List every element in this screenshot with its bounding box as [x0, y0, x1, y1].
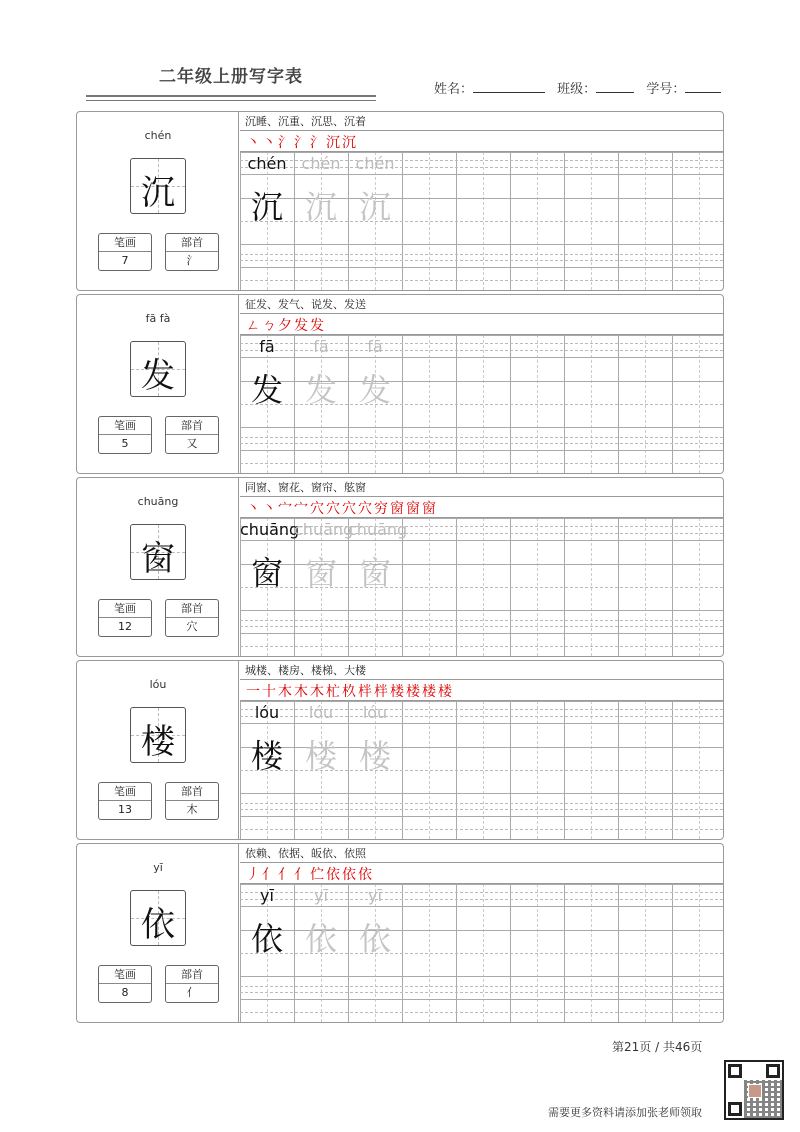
- radical-box: [165, 599, 219, 637]
- grid-row-line: [240, 152, 723, 153]
- stroke-order: [240, 131, 723, 152]
- stroke-step: 亻: [278, 867, 292, 883]
- title-underline: [86, 95, 376, 97]
- stroke-step: 发: [310, 318, 324, 334]
- grid-dash-line: [240, 809, 723, 810]
- stroke-step: 发: [294, 318, 308, 334]
- qr-avatar: [748, 1084, 762, 1098]
- stroke-step: 楼: [390, 684, 404, 700]
- grid-pinyin-trace: lóu: [308, 703, 334, 722]
- stroke-count-box: [98, 782, 152, 820]
- qr-finder: [728, 1064, 742, 1078]
- grid-row-line: [240, 701, 723, 702]
- stroke-step: 宀: [278, 501, 292, 517]
- grid-dash-line: [240, 463, 723, 464]
- pinyin: yī: [153, 861, 163, 874]
- grid-dash-line: [240, 1012, 723, 1013]
- grid-dash-line: [240, 437, 723, 438]
- stroke-step: 穴: [358, 501, 372, 517]
- stroke-count: 5: [121, 437, 129, 450]
- grid-row-line: [240, 450, 723, 451]
- stroke-step: 窗: [422, 501, 436, 517]
- stroke-step: ㄅ: [262, 318, 276, 334]
- word-list: 沉睡、沉重、沉思、沉着: [240, 112, 723, 131]
- word-list: 征发、发气、说发、发送: [240, 295, 723, 314]
- character: 依: [141, 905, 175, 945]
- class-label: 班级：: [557, 82, 597, 97]
- radical-label: 部首: [166, 783, 218, 801]
- stroke-step: 依: [326, 867, 340, 883]
- grid-row-line: [240, 244, 723, 245]
- stroke-step: 沉: [342, 135, 356, 151]
- grid-pinyin: chén: [247, 154, 287, 173]
- grid-dash-line: [240, 992, 723, 993]
- practice-area: [240, 844, 723, 1022]
- grid-dash-line: [240, 986, 723, 987]
- stroke-count-label: 笔画: [99, 234, 151, 252]
- stroke-step: 木: [278, 684, 292, 700]
- name-blank[interactable]: [473, 81, 545, 93]
- character-box: [130, 890, 186, 946]
- character-card: [76, 843, 724, 1023]
- word-list: 依赖、依据、皈依、依照: [240, 844, 723, 863]
- practice-grid[interactable]: [240, 335, 723, 473]
- grid-char-trace: 窗: [358, 554, 391, 592]
- stroke-step: 杧: [326, 684, 340, 700]
- stroke-step: 氵: [310, 135, 324, 151]
- qr-code[interactable]: [724, 1060, 784, 1120]
- stroke-step: 夕: [278, 318, 292, 334]
- grid-char: 沉: [250, 188, 283, 226]
- stroke-step: 楼: [422, 684, 436, 700]
- character: 发: [141, 356, 175, 396]
- stroke-step: 穴: [310, 501, 324, 517]
- radical-label: 部首: [166, 417, 218, 435]
- character-box: [130, 158, 186, 214]
- grid-dash-line: [240, 829, 723, 830]
- radical-label: 部首: [166, 966, 218, 984]
- grid-char-trace: 楼: [304, 737, 337, 775]
- grid-row-line: [240, 999, 723, 1000]
- grid-dash-line: [240, 254, 723, 255]
- stroke-step: 亻: [262, 867, 276, 883]
- stroke-step: 沉: [326, 135, 340, 151]
- pinyin: lóu: [149, 678, 167, 691]
- stroke-step: 一: [246, 684, 260, 700]
- stroke-step: 杦: [342, 684, 356, 700]
- grid-row-line: [240, 540, 723, 541]
- grid-row-line: [240, 723, 723, 724]
- stroke-step: 依: [342, 867, 356, 883]
- grid-pinyin: lóu: [254, 703, 280, 722]
- grid-pinyin-trace: chuāng: [348, 520, 408, 539]
- character-card: [76, 294, 724, 474]
- practice-grid[interactable]: [240, 701, 723, 839]
- stroke-count: 12: [118, 620, 132, 633]
- radical-label: 部首: [166, 234, 218, 252]
- stroke-step: ㄥ: [246, 318, 260, 334]
- grid-row-line: [240, 174, 723, 175]
- stroke-step: 穷: [374, 501, 388, 517]
- grid-row-line: [240, 976, 723, 977]
- grid-row-line: [240, 427, 723, 428]
- stroke-step: 窗: [390, 501, 404, 517]
- stroke-step: 穴: [326, 501, 340, 517]
- stroke-count-label: 笔画: [99, 783, 151, 801]
- radical: 亻: [186, 986, 198, 999]
- character-info: [77, 295, 239, 473]
- radical-box: [165, 782, 219, 820]
- radical: 木: [186, 803, 198, 816]
- footer-note: 需要更多资料请添加张老师领取: [548, 1106, 702, 1119]
- stroke-step: 伫: [310, 867, 324, 883]
- stroke-count-label: 笔画: [99, 417, 151, 435]
- stroke-step: 丶: [246, 135, 260, 151]
- grid-dash-line: [240, 626, 723, 627]
- stroke-step: 木: [294, 684, 308, 700]
- page-number: 第21页 / 共46页: [612, 1040, 703, 1054]
- character-box: [130, 707, 186, 763]
- practice-grid[interactable]: [240, 518, 723, 656]
- qr-finder: [728, 1102, 742, 1116]
- grid-pinyin: chuāng: [240, 520, 300, 539]
- stroke-order: [240, 680, 723, 701]
- practice-area: [240, 478, 723, 656]
- grid-char-trace: 发: [304, 371, 337, 409]
- character-info: [77, 661, 239, 839]
- radical-box: [165, 416, 219, 454]
- stroke-step: 窗: [406, 501, 420, 517]
- pinyin: chén: [144, 129, 172, 142]
- grid-row-line: [240, 610, 723, 611]
- word-list: 同窗、窗花、窗帘、舷窗: [240, 478, 723, 497]
- title-block: [86, 62, 376, 101]
- title-underline-thin: [86, 100, 376, 101]
- practice-grid[interactable]: [240, 884, 723, 1022]
- grid-pinyin-trace: yī: [314, 886, 328, 905]
- practice-area: [240, 661, 723, 839]
- practice-area: [240, 112, 723, 290]
- stroke-count: 7: [121, 254, 129, 267]
- stroke-count: 13: [118, 803, 132, 816]
- grid-char-trace: 楼: [358, 737, 391, 775]
- grid-pinyin-trace: yī: [368, 886, 382, 905]
- qr-finder: [766, 1064, 780, 1078]
- stroke-step: 丶: [262, 135, 276, 151]
- grid-dash-line: [240, 443, 723, 444]
- grid-char: 依: [250, 920, 283, 958]
- grid-char-trace: 依: [304, 920, 337, 958]
- grid-dash-line: [240, 260, 723, 261]
- radical: 又: [186, 437, 198, 450]
- grid-row-line: [240, 906, 723, 907]
- stroke-step: 楼: [438, 684, 452, 700]
- stroke-step: 柈: [358, 684, 372, 700]
- grid-pinyin-trace: chuāng: [294, 520, 354, 539]
- grid-dash-line: [240, 280, 723, 281]
- grid-row-line: [240, 518, 723, 519]
- stroke-count-label: 笔画: [99, 966, 151, 984]
- grid-pinyin: fā: [259, 337, 275, 356]
- stroke-step: 依: [358, 867, 372, 883]
- practice-grid[interactable]: [240, 152, 723, 290]
- grid-pinyin: yī: [260, 886, 274, 905]
- radical: 穴: [186, 620, 198, 633]
- stroke-count-box: [98, 416, 152, 454]
- stroke-step: 宀: [294, 501, 308, 517]
- character-info: [77, 112, 239, 290]
- grid-pinyin-trace: fā: [313, 337, 329, 356]
- practice-area: [240, 295, 723, 473]
- character: 窗: [141, 539, 175, 579]
- grid-row-line: [240, 267, 723, 268]
- grid-char: 窗: [250, 554, 283, 592]
- student-info: [434, 78, 724, 97]
- grid-pinyin-trace: fā: [367, 337, 383, 356]
- grid-row-line: [240, 357, 723, 358]
- stroke-step: 丶: [262, 501, 276, 517]
- radical: 氵: [186, 254, 198, 267]
- stroke-count-label: 笔画: [99, 600, 151, 618]
- stroke-step: 柈: [374, 684, 388, 700]
- character-box: [130, 341, 186, 397]
- character-info: [77, 478, 239, 656]
- stroke-step: 氵: [278, 135, 292, 151]
- student-no-label: 学号：: [646, 82, 686, 97]
- grid-char-trace: 依: [358, 920, 391, 958]
- grid-row-line: [240, 793, 723, 794]
- grid-char-trace: 沉: [304, 188, 337, 226]
- stroke-step: 穴: [342, 501, 356, 517]
- grid-char: 楼: [250, 737, 283, 775]
- page-title: 二年级上册写字表: [159, 67, 303, 87]
- grid-row-line: [240, 633, 723, 634]
- stroke-step: 亻: [294, 867, 308, 883]
- stroke-step: 丶: [246, 501, 260, 517]
- character-info: [77, 844, 239, 1022]
- stroke-count-box: [98, 233, 152, 271]
- character: 楼: [141, 722, 175, 762]
- pinyin: fā fà: [145, 312, 171, 325]
- stroke-step: 楼: [406, 684, 420, 700]
- stroke-count-box: [98, 965, 152, 1003]
- stroke-count: 8: [121, 986, 129, 999]
- grid-row-line: [240, 884, 723, 885]
- grid-char-trace: 沉: [358, 188, 391, 226]
- grid-pinyin-trace: lóu: [362, 703, 388, 722]
- class-blank[interactable]: [596, 81, 634, 93]
- stroke-order: [240, 497, 723, 518]
- character-card: [76, 477, 724, 657]
- stroke-order: [240, 314, 723, 335]
- grid-row-line: [240, 335, 723, 336]
- stroke-step: 十: [262, 684, 276, 700]
- grid-char: 发: [250, 371, 283, 409]
- stroke-step: 丿: [246, 867, 260, 883]
- radical-box: [165, 965, 219, 1003]
- grid-pinyin-trace: chén: [355, 154, 395, 173]
- stroke-step: 氵: [294, 135, 308, 151]
- stroke-count-box: [98, 599, 152, 637]
- radical-box: [165, 233, 219, 271]
- student-no-blank[interactable]: [685, 81, 721, 93]
- grid-dash-line: [240, 803, 723, 804]
- character-card: [76, 660, 724, 840]
- stroke-step: 木: [310, 684, 324, 700]
- radical-label: 部首: [166, 600, 218, 618]
- grid-dash-line: [240, 620, 723, 621]
- grid-row-line: [240, 816, 723, 817]
- character-box: [130, 524, 186, 580]
- character-card: [76, 111, 724, 291]
- word-list: 城楼、楼房、楼梯、大楼: [240, 661, 723, 680]
- grid-char-trace: 发: [358, 371, 391, 409]
- name-label: 姓名：: [434, 82, 474, 97]
- grid-dash-line: [240, 646, 723, 647]
- grid-pinyin-trace: chén: [301, 154, 341, 173]
- stroke-order: [240, 863, 723, 884]
- character: 沉: [141, 173, 175, 213]
- grid-char-trace: 窗: [304, 554, 337, 592]
- pinyin: chuāng: [137, 495, 179, 508]
